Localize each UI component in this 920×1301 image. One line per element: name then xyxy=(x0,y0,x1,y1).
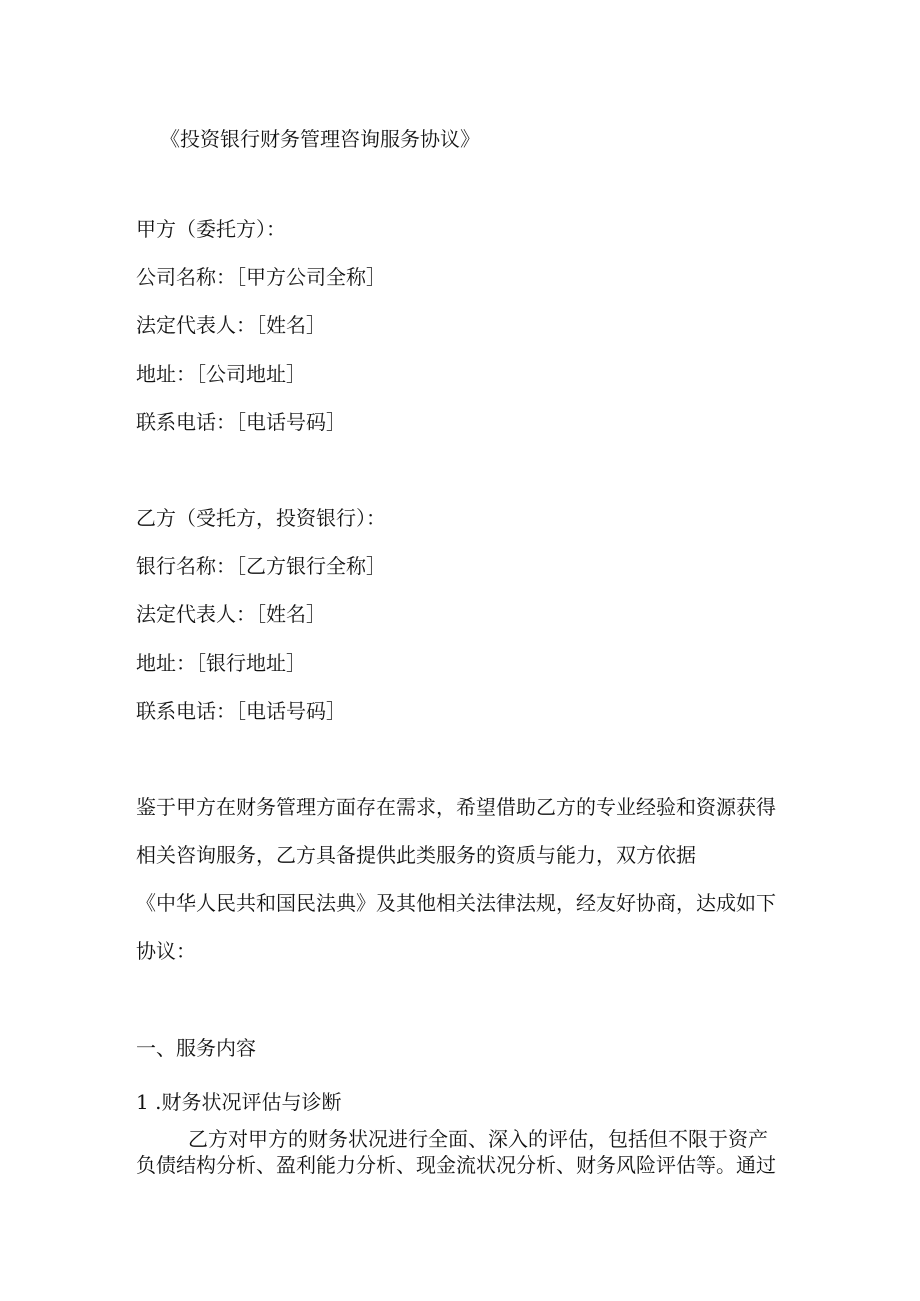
preamble-paragraph xyxy=(136,794,786,986)
party-a-heading: 甲方（委托方）： xyxy=(136,217,286,241)
party-a-legal-rep: 法定代表人：［姓名］ xyxy=(136,313,326,337)
party-b-legal-rep: 法定代表人：［姓名］ xyxy=(136,602,326,626)
party-a-address: 地址：［公司地址］ xyxy=(136,362,306,386)
section-heading: 一、服务内容 xyxy=(136,1036,256,1060)
party-a-phone: 联系电话：［电话号码］ xyxy=(136,410,346,434)
preamble-line: 协议： xyxy=(136,939,196,963)
preamble-line: 相关咨询服务，乙方具备提供此类服务的资质与能力，双方依据 xyxy=(136,843,696,867)
party-b-phone: 联系电话：［电话号码］ xyxy=(136,699,346,723)
preamble-line: 鉴于甲方在财务管理方面存在需求，希望借助乙方的专业经验和资源获得 xyxy=(136,795,776,819)
party-b-heading: 乙方（受托方，投资银行）： xyxy=(136,506,386,530)
party-b-address: 地址：［银行地址］ xyxy=(136,651,306,675)
party-b-bank-name: 银行名称：［乙方银行全称］ xyxy=(136,554,386,578)
party-a-company-name: 公司名称：［甲方公司全称］ xyxy=(136,265,386,289)
item-body-line: 乙方对甲方的财务状况进行全面、深入的评估，包括但不限于资产 xyxy=(188,1127,768,1151)
item-body-line: 负债结构分析、盈利能力分析、现金流状况分析、财务风险评估等。通过 xyxy=(136,1153,776,1177)
item-title: 1 .财务状况评估与诊断 xyxy=(136,1090,342,1114)
item-body xyxy=(136,1126,786,1178)
preamble-line: 《中华人民共和国民法典》及其他相关法律法规，经友好协商，达成如下 xyxy=(136,891,776,915)
document-title: 《投资银行财务管理咨询服务协议》 xyxy=(160,127,480,151)
